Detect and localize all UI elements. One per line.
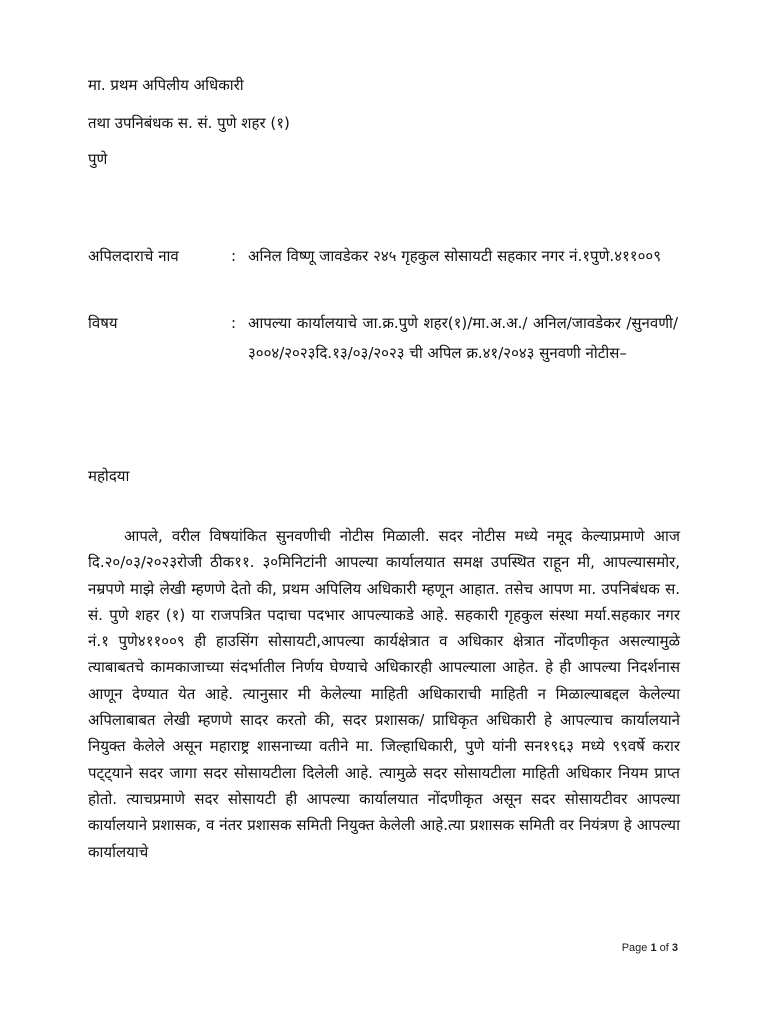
subject-colon: :	[231, 314, 237, 332]
page-of: of	[656, 942, 672, 954]
letter-body: आपले, वरील विषयांकित सुनवणीची नोटीस मिळाली. सदर नोटीस मध्ये नमूद केल्याप्रमाणे आज दि.२०/०३/२०२३रोजी ठीक११. ३०मिनिटांनी आपल्या कार्यालयात समक्ष उपस्थित राहून मी, आपल्यासमोर, नम्रपणे माझे लेखी म्हणणे देतो की, प्रथम अपिलिय अधिकारी म्हणून आहात. तसेच आपण मा. उपनिबंधक स. सं. पुणे शहर (१) या राजपत्रित पदाचा पदभार आपल्याकडे आहे. सहकारी गृहकुल संस्था मर्या.सहकार नगर नं.१ पुणे४११००९ ही हाउसिंग सोसायटी,आपल्या कार्यक्षेत्रात व अधिकार क्षेत्रात नोंदणीकृत असल्यामुळे त्याबाबतचे कामकाजाच्या संदर्भातील निर्णय घेण्याचे अधिकारही आपल्याला आहेत. हे ही आपल्या निदर्शनास आणून देण्यात येत आहे. त्यानुसार मी केलेल्या माहिती अधिकाराची माहिती न मिळाल्याबद्दल केलेल्या अपिलाबाबत लेखी म्हणणे सादर करतो की, सदर प्रशासक/ प्राधिकृत अधिकारी हे आपल्याच कार्यालयाने नियुक्त केलेले असून महाराष्ट्र शासनाच्या वतीने मा. जिल्हाधिकारी, पुणे यांनी सन१९६३ मध्ये ९९वर्षे करार पट्ट्याने सदर जागा सदर सोसायटीला दिलेली आहे. त्यामुळे सदर सोसायटीला माहिती अधिकार नियम प्राप्त होतो. त्याचप्रमाणे सदर सोसायटी ही आपल्या कार्यालयात नोंदणीकृत असून सदर सोसायटीवर आपल्या कार्यालयाने प्रशासक, व नंतर प्रशासक समिती नियुक्त केलेली आहे.त्या प्रशासक समिती वर नियंत्रण हे आपल्या कार्यालयाचे	[88, 527, 680, 861]
appellant-label: अपिलदाराचे नाव	[88, 247, 179, 265]
appellant-value: अनिल विष्णू जावडेकर २४५ गृहकुल सोसायटी सहकार नगर नं.१पुणे.४११००९	[248, 247, 661, 265]
page-number	[622, 942, 678, 954]
addressee-line-3: पुणे	[88, 150, 108, 168]
addressee-line-2: तथा उपनिबंधक स. सं. पुणे शहर (१)	[88, 114, 290, 132]
page-current: 1	[650, 942, 657, 954]
page-word: Page	[621, 942, 651, 954]
appellant-colon: :	[231, 247, 237, 265]
addressee-line-1: मा. प्रथम अपिलीय अधिकारी	[88, 76, 244, 94]
subject-label: विषय	[88, 314, 118, 332]
salutation: महोदया	[88, 467, 130, 485]
subject-value: आपल्या कार्यालयाचे जा.क्र.पुणे शहर(१)/मा.अ.अ./ अनिल/जावडेकर /सुनवणी/३००४/२०२३दि.१३/०३/२०२३ ची अपिल क्र.४१/२०४३ सुनवणी नोटीस–	[248, 314, 678, 362]
page-total: 3	[671, 942, 678, 954]
